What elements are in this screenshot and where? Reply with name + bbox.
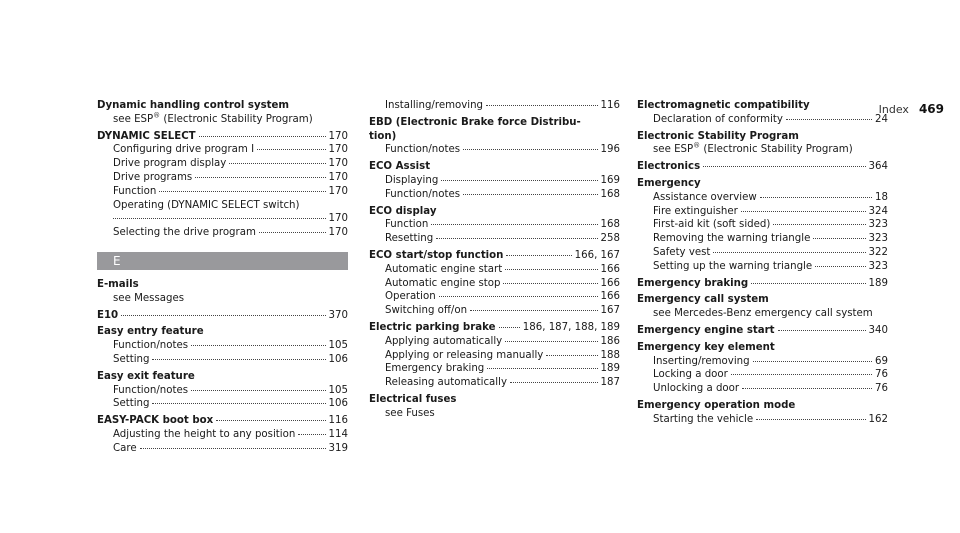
page-ref: 189: [868, 277, 888, 289]
dot-leader: [753, 361, 872, 362]
page-ref: 105: [328, 384, 348, 396]
sub-term: Displaying: [385, 174, 439, 186]
sub-term: Applying automatically: [385, 335, 503, 347]
index-subrow[interactable]: [637, 205, 888, 219]
page-ref: 323: [868, 233, 888, 245]
dot-leader: [470, 310, 597, 311]
index-term: Emergency engine start: [637, 324, 775, 336]
index-term: Emergency: [637, 177, 701, 189]
index-subrow[interactable]: [97, 143, 348, 157]
sub-term: Function/notes: [385, 144, 461, 156]
index-term: E-mails: [97, 278, 139, 290]
index-row[interactable]: [637, 324, 888, 338]
page-ref: 167: [600, 305, 620, 317]
index-subrow[interactable]: [637, 232, 888, 246]
index-entry-eco-display: [369, 205, 620, 246]
index-entry-eco-start-stop: [369, 249, 620, 318]
page-ref: 168: [600, 219, 620, 231]
index-subrow[interactable]: [637, 382, 888, 396]
dot-leader: [703, 166, 865, 167]
index-subrow[interactable]: [637, 218, 888, 232]
dot-leader: [713, 252, 865, 253]
index-row[interactable]: [97, 309, 348, 323]
index-entry-emergency-braking: [637, 277, 888, 291]
page-ref: 196: [600, 144, 620, 156]
sub-term: Care: [113, 442, 137, 454]
index-row[interactable]: [97, 130, 348, 144]
index-subrow[interactable]: [97, 384, 348, 398]
dot-leader: [121, 315, 325, 316]
page-ref: 189: [600, 363, 620, 375]
sub-term: Setting: [113, 353, 150, 365]
index-entry-emergency-key: [637, 341, 888, 396]
dot-leader: [510, 382, 598, 383]
dot-leader: [216, 420, 325, 421]
index-entry-electrical-fuses: [369, 393, 620, 421]
dot-leader: [229, 163, 325, 164]
page-ref: 364: [868, 161, 888, 173]
index-subrow[interactable]: [97, 353, 348, 367]
index-term: Electronics: [637, 161, 701, 173]
sub-term: Setting up the warning triangle: [653, 260, 813, 272]
page-ref: 170: [328, 158, 348, 170]
index-term: Electromagnetic compatibility: [637, 100, 810, 111]
sub-term: Fire extinguisher: [653, 205, 738, 217]
sub-term: Setting: [113, 398, 150, 410]
sub-term: Function/notes: [113, 384, 189, 396]
page-ref: 18: [875, 191, 888, 203]
index-term: Electronic Stability Program: [637, 130, 799, 142]
page-ref: 116: [328, 415, 348, 427]
dot-leader: [760, 197, 872, 198]
dot-leader: [298, 434, 325, 435]
sub-term: Operation: [385, 291, 436, 303]
index-subrow[interactable]: [369, 335, 620, 349]
index-column-1: [97, 99, 348, 459]
index-term: Easy entry feature: [97, 326, 204, 338]
ref-text: see ESP: [653, 144, 694, 156]
dot-leader: [546, 355, 597, 356]
sub-term: Removing the warning triangle: [653, 233, 811, 245]
sub-term: Function: [385, 219, 429, 231]
index-subrow[interactable]: [369, 376, 620, 390]
index-term: Emergency call system: [637, 294, 769, 306]
index-subrow[interactable]: [97, 397, 348, 411]
dot-leader: [463, 149, 598, 150]
index-entry-emergency-call: [637, 293, 888, 321]
sub-term: Drive programs: [113, 171, 193, 183]
index-term: E10: [97, 309, 119, 321]
index-subrow[interactable]: [97, 171, 348, 185]
index-entry-emergency-operation: [637, 399, 888, 427]
index-row[interactable]: [97, 414, 348, 428]
sub-term: Emergency braking: [385, 363, 485, 375]
index-row[interactable]: [369, 249, 620, 263]
dot-leader: [756, 419, 865, 420]
sub-term: Operating (DYNAMIC SELECT switch): [113, 199, 300, 211]
dot-leader: [259, 232, 326, 233]
dot-leader: [152, 403, 325, 404]
page-ref: 186: [600, 335, 620, 347]
index-subrow[interactable]: [97, 157, 348, 171]
index-term: Electrical fuses: [369, 393, 457, 405]
index-row[interactable]: [637, 160, 888, 174]
index-subrow[interactable]: [369, 290, 620, 304]
index-term: Emergency key element: [637, 341, 775, 353]
index-term: ECO Assist: [369, 161, 431, 173]
registered-mark: ®: [693, 142, 701, 150]
index-subrow[interactable]: [637, 260, 888, 274]
index-subrow[interactable]: [97, 339, 348, 353]
dot-leader: [499, 327, 520, 328]
page-ref: 340: [868, 324, 888, 336]
index-subrow[interactable]: [369, 218, 620, 232]
page-ref: 106: [328, 398, 348, 410]
index-entry-electric-parking-brake: [369, 321, 620, 390]
index-term: DYNAMIC SELECT: [97, 130, 196, 142]
index-term: EBD (Electronic Brake force Distribu-: [369, 116, 581, 128]
sub-term: Selecting the drive program: [113, 227, 256, 239]
index-entry-emc: [637, 99, 888, 127]
index-subrow[interactable]: [637, 368, 888, 382]
page-ref: 69: [875, 355, 888, 367]
index-subrow[interactable]: [97, 442, 348, 456]
dot-leader: [813, 238, 865, 239]
index-see-reference[interactable]: [637, 143, 888, 157]
dot-leader: [506, 255, 571, 256]
ref-text: (Electronic Stability Program): [160, 113, 313, 125]
dot-leader: [191, 345, 326, 346]
sub-term: Function/notes: [113, 340, 189, 352]
page-ref: 166: [600, 263, 620, 275]
index-entry-e10: [97, 309, 348, 323]
header-title: Index: [878, 103, 909, 116]
index-entry-ebd: [369, 116, 620, 157]
page-ref: 24: [875, 113, 888, 125]
index-see-reference[interactable]: see Messages: [113, 292, 185, 304]
index-column-3: [637, 99, 888, 430]
dot-leader: [505, 341, 597, 342]
dot-leader: [503, 283, 597, 284]
index-term-continued: tion): [369, 130, 397, 142]
index-entry-eco-assist: [369, 160, 620, 201]
index-entry-emergency-engine-start: [637, 324, 888, 338]
page-ref: 323: [868, 219, 888, 231]
page-ref: 187: [600, 377, 620, 389]
page-ref: 105: [328, 340, 348, 352]
sub-term: Function/notes: [385, 188, 461, 200]
page-ref: 114: [328, 428, 348, 440]
page-header: [879, 102, 944, 116]
index-subrow[interactable]: [369, 263, 620, 277]
sub-term: Assistance overview: [653, 191, 757, 203]
index-subrow[interactable]: [97, 226, 348, 240]
page-ref: 186, 187, 188, 189: [522, 321, 620, 333]
sub-term: Automatic engine stop: [385, 277, 501, 289]
page-ref: 170: [328, 185, 348, 197]
page-ref: 170: [328, 227, 348, 239]
index-subrow[interactable]: [637, 355, 888, 369]
index-subrow[interactable]: [97, 185, 348, 199]
page-ref: 324: [868, 205, 888, 217]
page-ref: 370: [328, 309, 348, 321]
index-column-2: [369, 99, 620, 424]
dot-leader: [731, 374, 872, 375]
index-entry-easy-pack: [97, 414, 348, 455]
page-ref: 170: [328, 213, 348, 225]
index-subrow[interactable]: [637, 413, 888, 427]
dot-leader: [257, 149, 325, 150]
dot-leader: [199, 136, 326, 137]
sub-term: Drive program display: [113, 158, 227, 170]
dot-leader: [140, 448, 326, 449]
index-entry-dynamic-select: [97, 130, 348, 240]
index-entry-emails: [97, 278, 348, 306]
page-ref: 258: [600, 233, 620, 245]
index-subrow[interactable]: [369, 99, 620, 113]
sub-term: Switching off/on: [385, 305, 468, 317]
page-ref: 106: [328, 353, 348, 365]
dot-leader: [159, 191, 325, 192]
page-ref: 322: [868, 246, 888, 258]
sub-term: Safety vest: [653, 246, 711, 258]
dot-leader: [487, 368, 597, 369]
dot-leader: [463, 194, 598, 195]
dot-leader: [741, 211, 866, 212]
page-ref: 319: [328, 442, 348, 454]
index-row[interactable]: [369, 321, 620, 335]
index-entry-electronics: [637, 160, 888, 174]
dot-leader: [439, 296, 598, 297]
index-row[interactable]: [637, 277, 888, 291]
page-ref: 166, 167: [574, 249, 620, 261]
page-ref: 169: [600, 174, 620, 186]
dot-leader: [113, 218, 326, 219]
index-term: ECO start/stop function: [369, 249, 504, 261]
page-ref: 188: [600, 349, 620, 361]
index-subrow[interactable]: [369, 349, 620, 363]
sub-term: Resetting: [385, 233, 434, 245]
index-subrow[interactable]: [369, 143, 620, 157]
index-entry-dynamic-handling: [97, 99, 348, 127]
index-entry-emergency: [637, 177, 888, 274]
index-subrow[interactable]: [97, 212, 348, 226]
index-subrow[interactable]: [369, 174, 620, 188]
index-see-reference[interactable]: see Fuses: [385, 407, 435, 419]
page-ref: 170: [328, 144, 348, 156]
sub-term: First-aid kit (soft sided): [653, 219, 771, 231]
dot-leader: [742, 388, 872, 389]
index-term: Emergency operation mode: [637, 399, 796, 411]
sub-term: Locking a door: [653, 369, 728, 381]
index-subrow[interactable]: [369, 188, 620, 202]
index-term: ECO display: [369, 205, 437, 217]
page-ref: 170: [328, 171, 348, 183]
dot-leader: [441, 180, 597, 181]
index-see-reference[interactable]: see Mercedes-Benz emergency call system: [653, 308, 873, 320]
dot-leader: [751, 283, 865, 284]
page-ref: 166: [600, 277, 620, 289]
index-term: Electric parking brake: [369, 321, 496, 333]
ref-text: see ESP: [113, 113, 154, 125]
dot-leader: [815, 266, 865, 267]
sub-term: Configuring drive program I: [113, 144, 255, 156]
dot-leader: [436, 238, 597, 239]
index-subrow[interactable]: [637, 191, 888, 205]
index-subrow[interactable]: [637, 246, 888, 260]
page-ref: 323: [868, 260, 888, 272]
sub-term: Starting the vehicle: [653, 413, 754, 425]
index-term: Emergency braking: [637, 277, 749, 289]
index-entry-esp: [637, 130, 888, 158]
index-term: EASY-PACK boot box: [97, 415, 214, 427]
index-subrow[interactable]: [369, 277, 620, 291]
index-entry-easy-exit: [97, 370, 348, 411]
index-subrow[interactable]: [97, 428, 348, 442]
index-subrow[interactable]: [369, 232, 620, 246]
dot-leader: [786, 119, 872, 120]
index-see-reference[interactable]: [97, 113, 348, 127]
ref-text: (Electronic Stability Program): [700, 144, 853, 156]
index-term: Easy exit feature: [97, 370, 195, 382]
dot-leader: [505, 269, 597, 270]
dot-leader: [191, 390, 326, 391]
index-subrow[interactable]: [369, 362, 620, 376]
page-ref: 170: [328, 130, 348, 142]
sub-term: Automatic engine start: [385, 263, 503, 275]
dot-leader: [152, 359, 325, 360]
registered-mark: ®: [153, 111, 161, 120]
page-number: 469: [918, 102, 944, 116]
index-subrow[interactable]: [637, 113, 888, 127]
dot-leader: [431, 224, 597, 225]
sub-term: Adjusting the height to any position: [113, 428, 296, 440]
sub-term: Inserting/removing: [653, 355, 750, 367]
page-ref: 76: [875, 383, 888, 395]
index-entry-easy-entry: [97, 325, 348, 366]
page-ref: 116: [600, 100, 620, 111]
sub-term: Applying or releasing manually: [385, 349, 544, 361]
index-term: Dynamic handling control system: [97, 100, 290, 111]
sub-term: Unlocking a door: [653, 383, 740, 395]
sub-term: Function: [113, 185, 157, 197]
section-letter-bar: E: [97, 252, 348, 270]
index-subrow[interactable]: [369, 304, 620, 318]
sub-term: Declaration of conformity: [653, 113, 783, 125]
sub-term: Installing/removing: [385, 100, 484, 111]
dot-leader: [773, 224, 865, 225]
page-ref: 162: [868, 413, 888, 425]
dot-leader: [195, 177, 325, 178]
sub-term: Releasing automatically: [385, 377, 507, 389]
page-ref: 168: [600, 188, 620, 200]
index-entry-continued: [369, 99, 620, 113]
dot-leader: [486, 105, 598, 106]
page-ref: 76: [875, 369, 888, 381]
dot-leader: [778, 330, 866, 331]
page-ref: 166: [600, 291, 620, 303]
